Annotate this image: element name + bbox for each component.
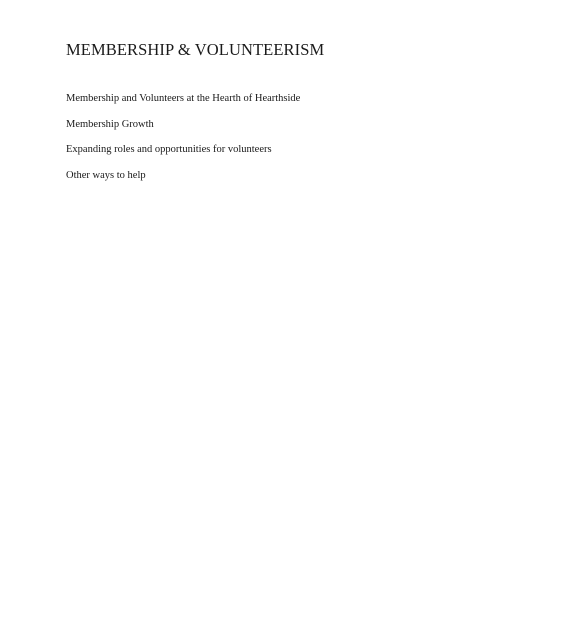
table-of-contents xyxy=(66,92,300,195)
toc-item-membership-growth[interactable]: Membership Growth xyxy=(66,118,154,130)
toc-item-other-ways-to-help[interactable]: Other ways to help xyxy=(66,170,146,182)
toc-item-expanding-roles[interactable]: Expanding roles and opportunities for volunteers xyxy=(66,144,272,156)
toc-item-membership-volunteers[interactable]: Membership and Volunteers at the Hearth of Hearthside xyxy=(66,93,301,104)
page-title: MEMBERSHIP & VOLUNTEERISM xyxy=(66,40,325,59)
